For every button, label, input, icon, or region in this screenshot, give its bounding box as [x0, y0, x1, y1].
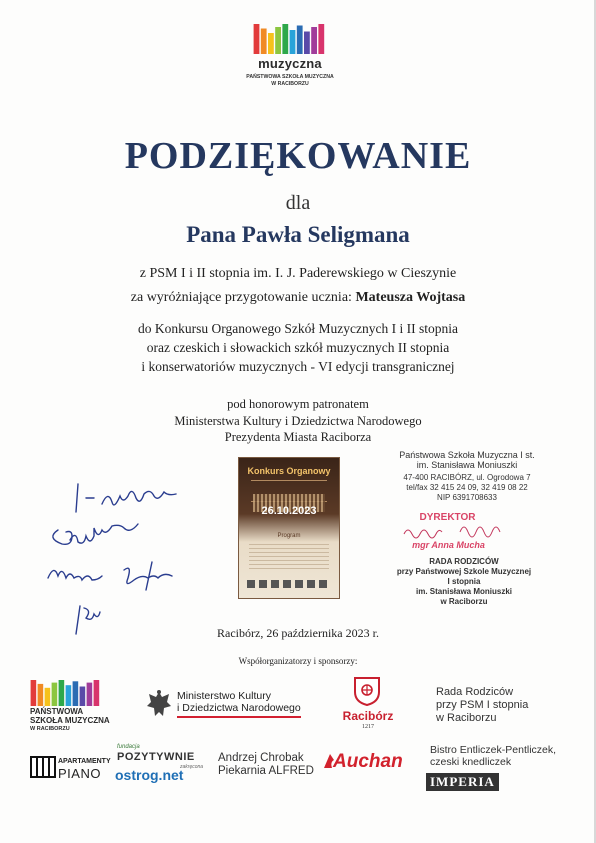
- auchan-logo-text: Auchan: [333, 751, 403, 772]
- poster-program-lines: [249, 544, 329, 572]
- logo-bar: [94, 680, 100, 706]
- date-place: Racibórz, 26 października 2023 r.: [217, 626, 379, 640]
- fundacja-label: fundacja: [117, 744, 140, 750]
- recipient-name: Pana Pawła Seligmana: [186, 222, 410, 247]
- competition-poster: Konkurs Organowy 26.10.2023 Program: [238, 457, 340, 599]
- raciborz-year: 1217: [362, 724, 374, 730]
- poster-sponsor-logos: [247, 580, 331, 588]
- raciborz-logo-text: Racibórz: [342, 709, 394, 723]
- logo-bar: [254, 24, 260, 54]
- school-stamp: Państwowa Szkoła Muzyczna I st. im. Stanisława Moniuszki 47-400 RACIBÓRZ, ul. Ogrodowa 7 tel/fax 32 415 24 09, 32 419 08 22 NIP 6391708633: [399, 450, 535, 502]
- competition-description: do Konkursu Organowego Szkół Muzycznych I i II stopnia oraz czeskich i słowackich szkół muzycznych II stopnia i konserwatoriów muzycznych - VI edycji transgranicznej: [138, 321, 458, 374]
- psm-logo-text: PAŃSTWOWA SZKOŁA MUZYCZNA W RACIBORZU: [30, 707, 110, 732]
- director-name: mgr Anna Mucha: [412, 540, 485, 550]
- logo-bar: [318, 24, 324, 54]
- school-logo-bars: [253, 24, 325, 54]
- chrobak-bakery-logo-text: Andrzej Chrobak Piekarnia ALFRED: [218, 752, 314, 777]
- logo-bar: [275, 27, 281, 54]
- for-label: dla: [285, 192, 311, 214]
- eagle-emblem-icon: [145, 688, 173, 720]
- logo-bar: [87, 683, 93, 706]
- logo-bar: [261, 29, 267, 55]
- piano-keys-icon: [30, 756, 56, 778]
- student-name: Mateusza Wojtasa: [355, 290, 466, 305]
- logo-bar: [66, 685, 72, 706]
- director-stamp: DYREKTOR: [419, 512, 476, 523]
- raciborz-crest-icon: [353, 676, 381, 706]
- pozytywnie-logo-text: POZYTYWNIE: [117, 751, 195, 763]
- parents-council-logo-text: Rada Rodziców przy PSM I stopnia w Raciborzu: [436, 686, 529, 724]
- logo-bar: [31, 680, 37, 706]
- logo-bar: [38, 684, 44, 706]
- logo-bar: [59, 680, 65, 706]
- apartamenty-logo-text: APARTAMENTY: [58, 758, 111, 765]
- jury-signatures: [40, 478, 220, 643]
- logo-bar: [73, 681, 79, 706]
- school-logo-word: muzyczna: [258, 56, 322, 71]
- logo-bar: [311, 27, 317, 54]
- logo-bar: [290, 30, 296, 54]
- mkidn-red-line: [177, 716, 301, 718]
- psm-logo-bars: [30, 680, 100, 706]
- logo-bar: [52, 683, 58, 706]
- logo-bar: [304, 32, 310, 55]
- patronage: pod honorowym patronatem Ministerstwa Kultury i Dziedzictwa Narodowego Prezydenta Miasta Raciborza: [174, 397, 422, 444]
- ostrog-logo-text: ostrog.net: [115, 767, 184, 783]
- school-logo-subtitle: PAŃSTWOWA SZKOŁA MUZYCZNA W RACIBORZU: [246, 74, 334, 87]
- mkidn-logo-text: Ministerstwo Kultury i Dziedzictwa Narodowego: [177, 690, 301, 714]
- reason-line: za wyróżniające przygotowanie ucznia: Mateusza Wojtasa: [130, 290, 466, 305]
- director-signature: [400, 520, 518, 542]
- bistro-logo-text: Bistro Entliczek-Pentliczek, czeski knedliczek: [430, 744, 557, 768]
- zakrecona-label: zakręcona: [180, 764, 204, 770]
- logo-bar: [297, 26, 303, 55]
- imperia-logo-text: IMPERIA: [426, 773, 499, 791]
- sponsors-label: Współorganizatorzy i sponsorzy:: [238, 656, 358, 666]
- certificate-title: PODZIĘKOWANIE: [124, 135, 472, 177]
- logo-bar: [80, 687, 86, 707]
- parents-council-stamp: RADA RODZICÓW przy Państwowej Szkole Muzycznej I stopnia im. Stanisława Moniuszki w Raciborzu: [396, 557, 532, 606]
- logo-bar: [268, 33, 274, 54]
- logo-bar: [45, 688, 51, 706]
- piano-logo-text: PIANO: [58, 766, 101, 781]
- school-line: z PSM I i II stopnia im. I. J. Paderewskiego w Cieszynie: [139, 266, 457, 281]
- logo-bar: [282, 24, 288, 54]
